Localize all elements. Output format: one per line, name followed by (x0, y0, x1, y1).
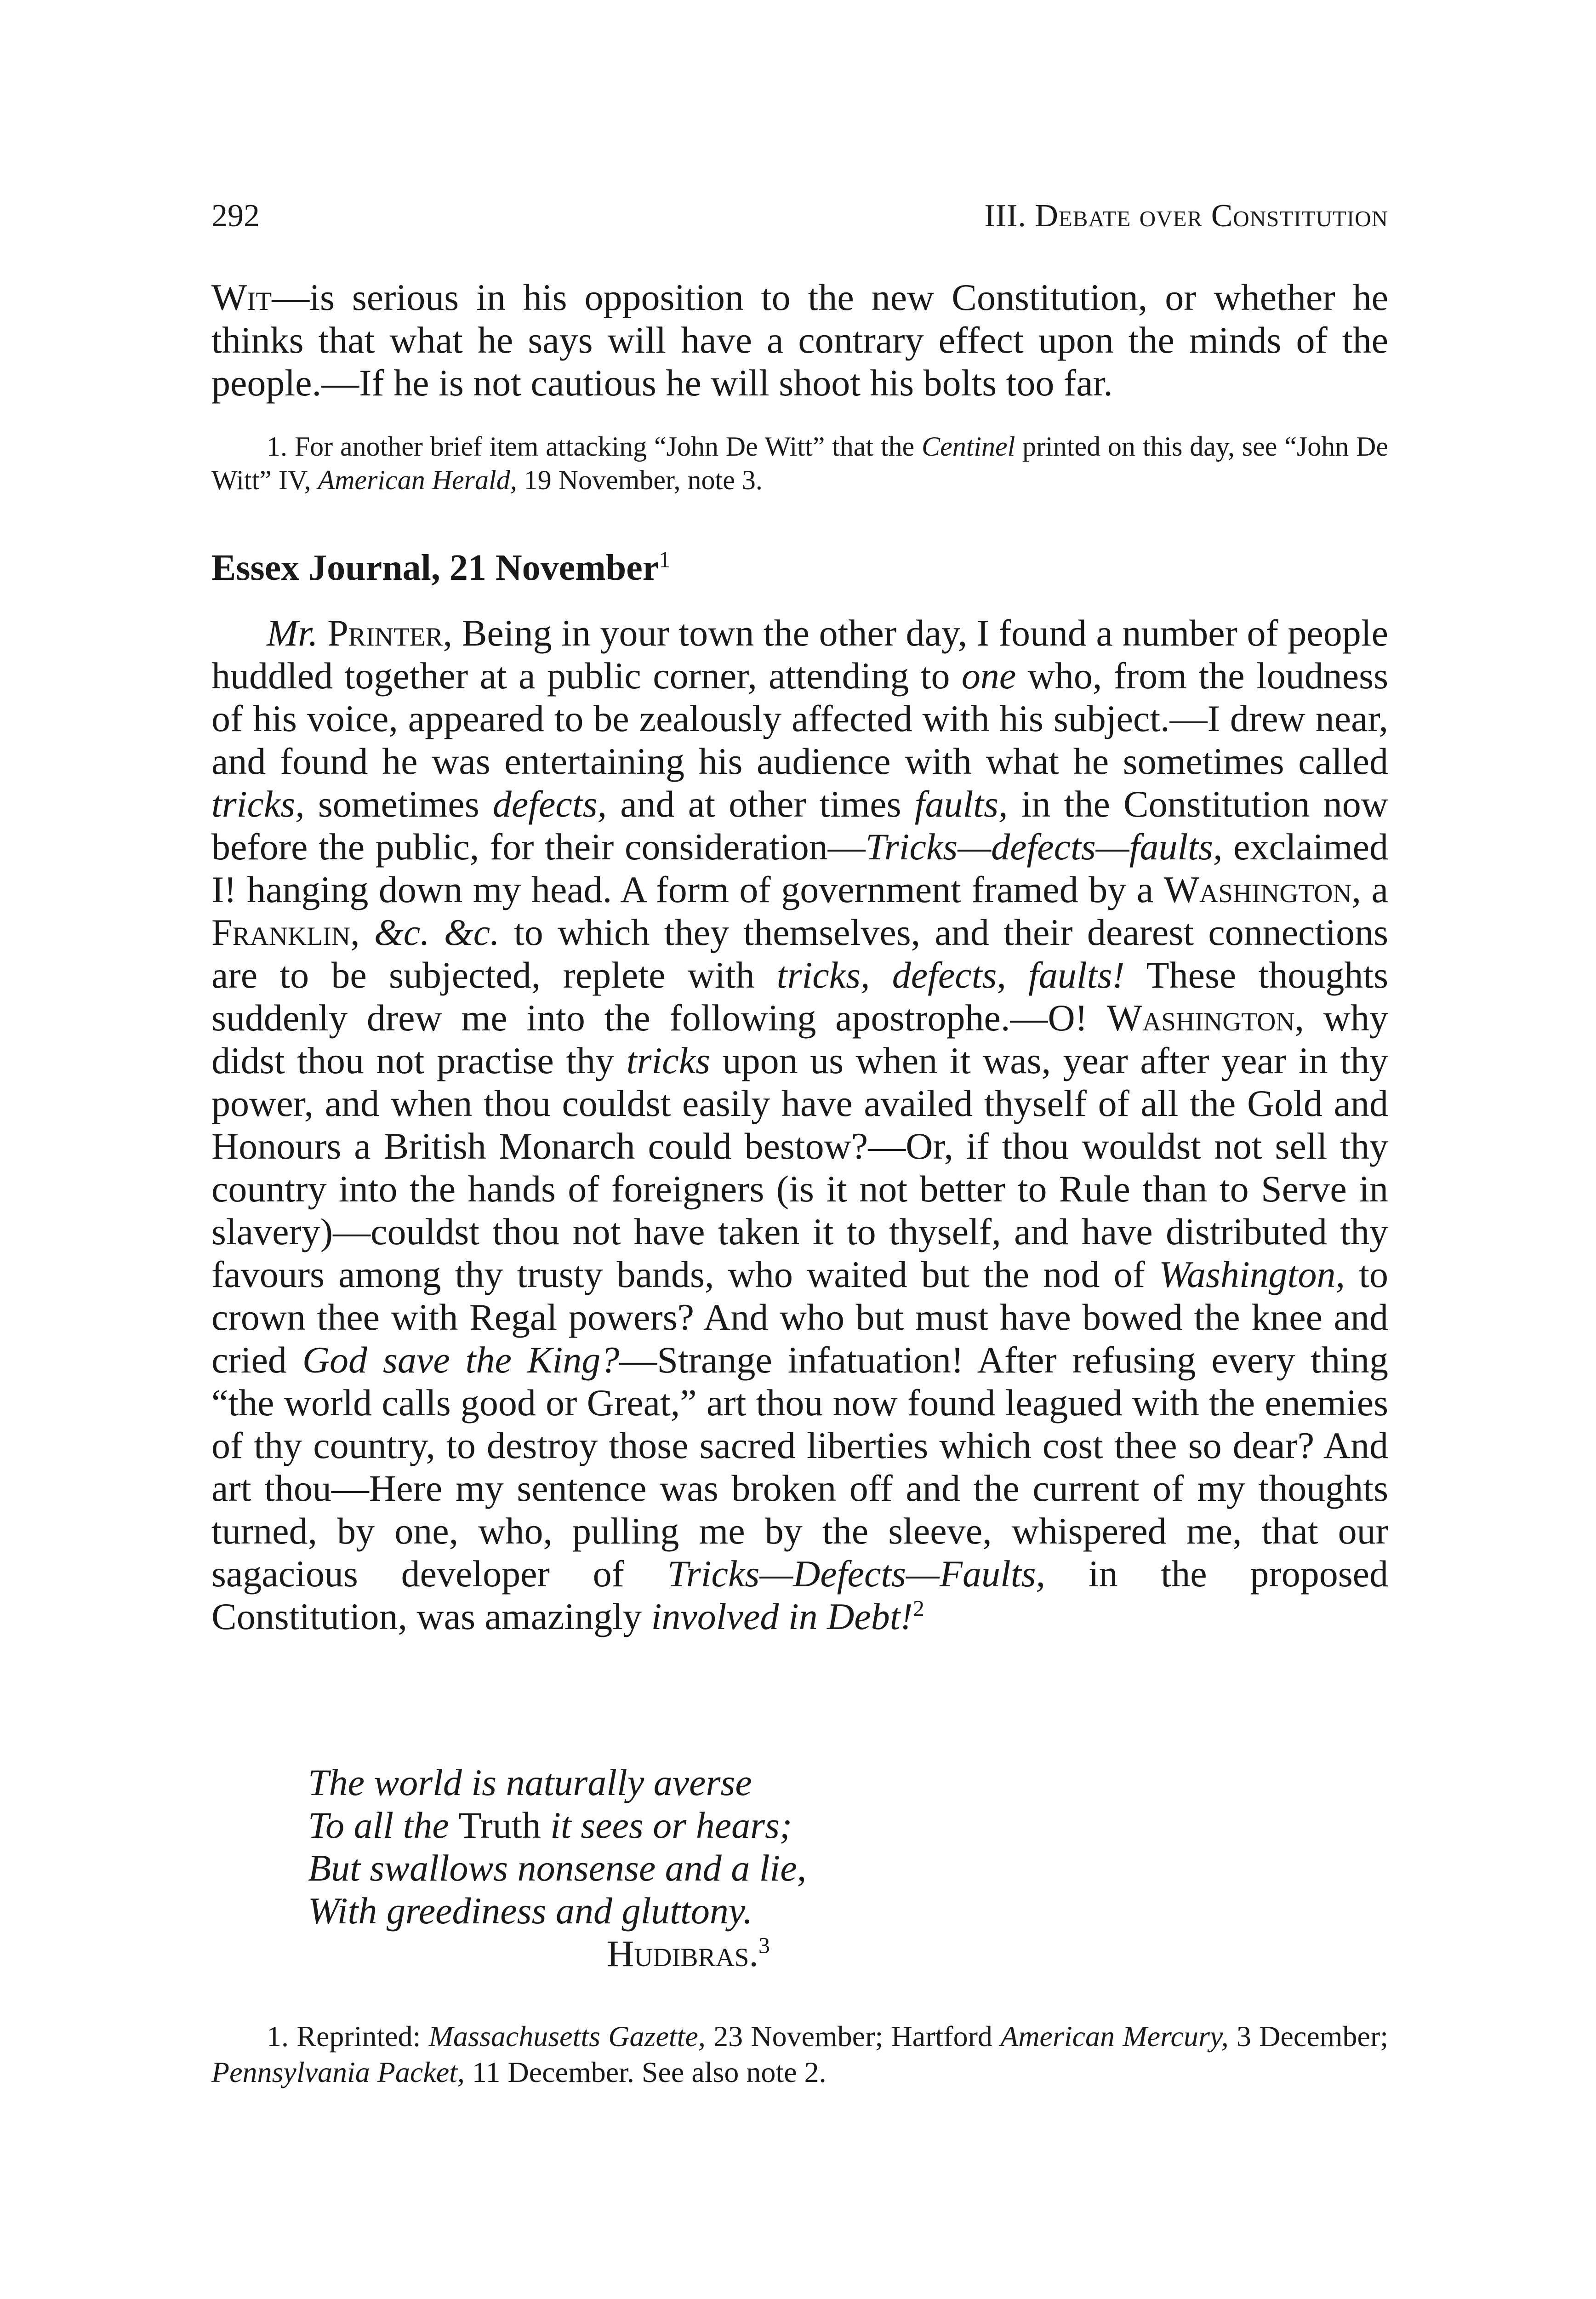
running-head: III. Debate over Constitution (984, 198, 1388, 234)
footnote: 1. Reprinted: Massachusetts Gazette, 23 November; Hartford American Mercury, 3 December; Pennsylvania Packet, 11 December. See also note 2. (211, 2020, 1388, 2088)
article-body (211, 612, 1388, 1638)
continuation-lead: Wit (211, 276, 272, 318)
verse-line: With greediness and gluttony. (308, 1890, 753, 1932)
verse-line: To all the Truth it sees or hears; (308, 1804, 792, 1846)
body-note-ref: 2 (912, 1595, 924, 1621)
verse-line: But swallows nonsense and a lie, (308, 1847, 807, 1889)
continuation-text: —is serious in his opposition to the new Constitution, or whether he thinks that what he says will have a contrary effect upon the minds of the people.—If he is not cautious he will shoot his bolts too far. (211, 276, 1388, 404)
verse-attribution: Hudibras.$^3$ (607, 1932, 770, 1974)
verse-quotation (308, 1761, 1043, 1975)
verse-line: The world is naturally averse (308, 1761, 752, 1803)
heading-note-ref: 1 (659, 546, 671, 572)
heading-title: Essex Journal, 21 November (211, 548, 659, 588)
previous-footnote: 1. For another brief item attacking “John De Witt” that the Centinel printed on this day, see “John De Witt” IV, American Herald, 19 November, note 3. (211, 431, 1388, 495)
section-heading (211, 547, 1388, 589)
page-number: 292 (211, 198, 260, 234)
continuation-paragraph (211, 276, 1388, 404)
article-paragraph: Mr. Printer, Being in your town the other day, I found a number of people huddled together at a public corner, attending to one who, from the loudness of his voice, appeared to be zealously affected with his subject.—I drew near, and found he was entertaining his audience with what he sometimes called tricks, sometimes defects, and at other times faults, in the Constitution now before the public, for their consideration—Tricks—defects—faults, exclaimed I! hanging down my head. A form of government framed by a Washington, a Franklin, &c. &c. to which they themselves, and their dearest connections are to be subjected, replete with tricks, defects, faults! These thoughts suddenly drew me into the following apostrophe.—O! Washington, why didst thou not practise thy tricks upon us when it was, year after year in thy power, and when thou couldst easily have availed thyself of all the Gold and Honours a British Monarch could bestow?—Or, if thou wouldst not sell thy country into the hands of foreigners (is it not better to Rule than to Serve in slavery)—couldst thou not have taken it to thyself, and have distributed thy favours among thy trusty bands, who waited but the nod of Washington, to crown thee with Regal powers? And who but must have bowed the knee and cried God save the King?—Strange infatuation! After refusing every thing “the world calls good or Great,” art thou now found leagued with the enemies of thy country, to destroy those sacred liberties which cost thee so dear? And art thou—Here my sentence was broken off and the current of my thoughts turned, by one, who, pulling me by the sleeve, whispered me, that our sagacious developer of Tricks—Defects—Faults, in the proposed Constitution, was amazingly involved in Debt!$^2$ (211, 612, 1389, 1637)
page-header (211, 198, 1388, 244)
attribution-note-ref: 3 (758, 1932, 770, 1958)
